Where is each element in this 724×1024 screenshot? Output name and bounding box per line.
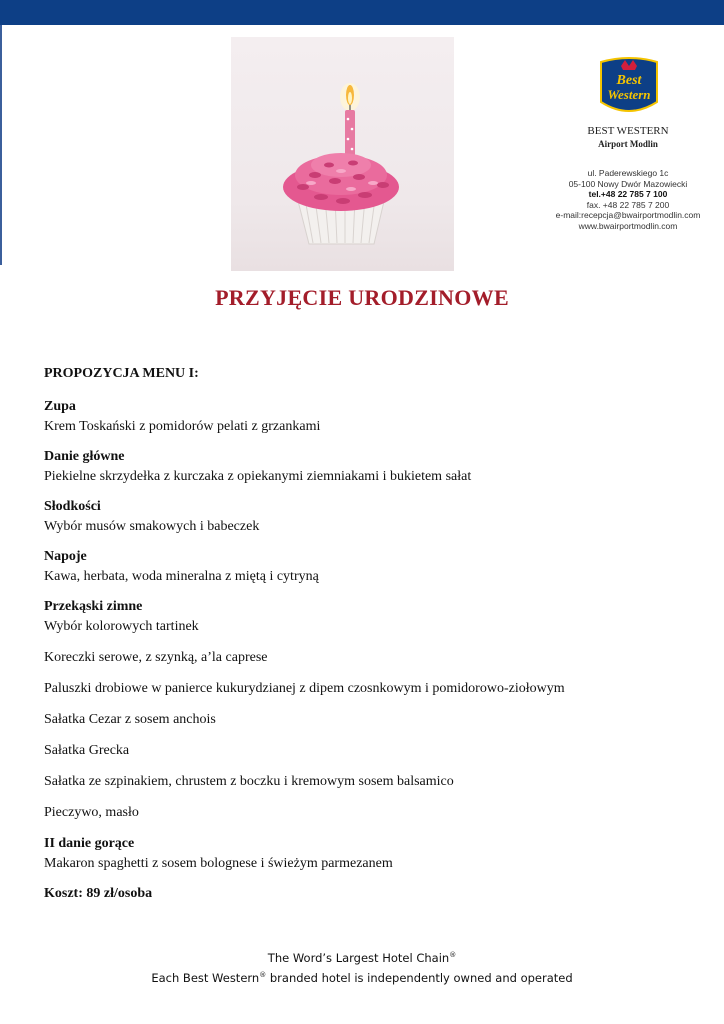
section-text: Kawa, herbata, woda mineralna z miętą i cytryną [44,569,319,584]
registered-mark: ® [449,951,457,959]
list-item: Sałatka ze szpinakiem, chrustem z boczku i kremowym sosem balsamico [44,774,454,789]
list-item: Sałatka Grecka [44,743,130,758]
menu-content [44,364,694,904]
section-text: Makaron spaghetti z sosem bolognese i świeżym parmezanem [44,856,393,871]
footer-line-1 [0,947,724,967]
best-western-logo [597,54,661,118]
section-text: Piekielne skrzydełka z kurczaka z opiekanymi ziemniakami i bukietem sałat [44,469,472,484]
left-rule [0,25,2,265]
hotel-name-block [566,125,690,151]
section-heading: Zupa [44,399,76,414]
section-heading: Przekąski zimne [44,599,143,614]
hotel-location: Airport Modlin [598,139,658,149]
price-per-person: Koszt: 89 zł/osoba [44,886,153,901]
contact-block [540,168,716,231]
footer-line-2 [0,967,724,987]
section-text: Krem Toskański z pomidorów pelati z grzankami [44,419,321,434]
address-line-1: ul. Paderewskiego 1c [587,168,669,178]
list-item: Paluszki drobiowe w panierce kukurydzianej z dipem czosnkowym i pomidorowo-ziołowym [44,681,565,696]
address-line-2: 05-100 Nowy Dwór Mazowiecki [568,178,688,189]
section-text: Wybór musów smakowych i babeczek [44,519,260,534]
footer-disclaimer: branded hotel is independently owned and operated [266,970,573,985]
top-banner [0,0,724,25]
menu-section-cold-snacks [44,597,694,637]
section-heading: Napoje [44,549,87,564]
cupcake-illustration [231,37,454,271]
menu-section-main [44,447,694,487]
menu-section-hot [44,834,694,874]
fax-number: fax. +48 22 785 7 200 [586,199,670,210]
menu-heading: PROPOZYCJA MENU I: [44,366,199,381]
list-item: Koreczki serowe, z szynką, a’la caprese [44,650,268,665]
hotel-name: BEST WESTERN [587,125,669,137]
page-title: PRZYJĘCIE URODZINOWE [215,285,509,310]
menu-section-drinks [44,547,694,587]
section-heading: Danie główne [44,449,125,464]
section-heading: Słodkości [44,499,101,514]
logo-text-best: Best [616,73,642,88]
registered-mark: ® [259,970,267,979]
section-text: Wybór kolorowych tartinek [44,619,199,634]
cupcake-photo [231,37,454,271]
logo-text-western: Western [607,87,651,102]
menu-section-soup [44,397,694,437]
footer [0,947,724,987]
phone-number: tel.+48 22 785 7 100 [588,189,668,199]
footer-slogan: The Word’s Largest Hotel Chain [267,950,450,965]
website-address: www.bwairportmodlin.com [578,220,678,231]
list-item: Pieczywo, masło [44,805,139,820]
menu-section-sweets [44,497,694,537]
list-item: Sałatka Cezar z sosem anchois [44,712,216,727]
email-address: e-mail:recepcja@bwairportmodlin.com [555,210,701,220]
section-heading: II danie gorące [44,836,135,851]
footer-brand: Each Best Western [151,970,260,985]
